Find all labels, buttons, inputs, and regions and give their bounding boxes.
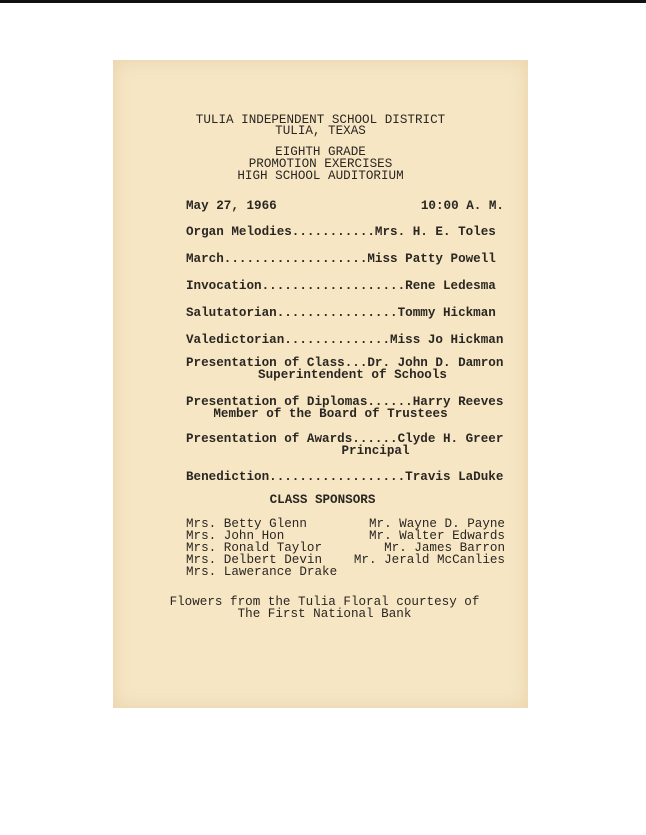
sponsor-left-5: Mrs. Lawerance Drake	[186, 565, 338, 579]
program-item-salutatorian: Salutatorian................Tommy Hickman	[186, 306, 496, 320]
presentation-class-line: Presentation of Class...Dr. John D. Damron	[186, 356, 504, 370]
program-item-march: March...................Miss Patty Powell	[186, 252, 496, 266]
event-date: May 27, 1966	[186, 199, 277, 213]
presentation-class-title: Superintendent of Schools	[258, 368, 447, 382]
program-item-invocation: Invocation...................Rene Ledesma	[186, 279, 496, 293]
flowers-credit: Flowers from the Tulia Floral courtesy of	[169, 595, 480, 609]
sponsor-left-4: Mrs. Delbert Devin	[186, 553, 323, 567]
sponsor-right-1: Mr. Wayne D. Payne	[368, 517, 505, 531]
grade-heading: EIGHTH GRADE	[275, 145, 366, 159]
sponsor-right-3: Mr. James Barron	[384, 541, 505, 555]
scan-edge-line	[0, 0, 646, 3]
event-time: 10:00 A. M.	[420, 199, 504, 213]
event-heading: PROMOTION EXERCISES	[248, 157, 393, 171]
presentation-awards-title: Principal	[341, 444, 410, 458]
presentation-diplomas-title: Member of the Board of Trustees	[213, 407, 448, 421]
city-name: TULIA, TEXAS	[275, 124, 366, 138]
program-item-organ: Organ Melodies...........Mrs. H. E. Toles	[186, 225, 496, 239]
district-name: TULIA INDEPENDENT SCHOOL DISTRICT	[195, 113, 446, 127]
sponsor-right-4: Mr. Jerald McCanlies	[353, 553, 505, 567]
sponsor-left-1: Mrs. Betty Glenn	[186, 517, 307, 531]
program-item-valedictorian: Valedictorian..............Miss Jo Hickman	[186, 333, 504, 347]
program-item-benediction: Benediction..................Travis LaDuke	[186, 470, 504, 484]
venue-heading: HIGH SCHOOL AUDITORIUM	[237, 169, 404, 183]
presentation-diplomas-line: Presentation of Diplomas......Harry Reeves	[186, 395, 504, 409]
bank-credit: The First National Bank	[237, 607, 412, 621]
sponsor-left-3: Mrs. Ronald Taylor	[186, 541, 323, 555]
sponsor-right-2: Mr. Walter Edwards	[368, 529, 505, 543]
program-sheet	[113, 60, 528, 708]
presentation-awards-line: Presentation of Awards......Clyde H. Greer	[186, 432, 504, 446]
sponsor-left-2: Mrs. John Hon	[186, 529, 285, 543]
program-text	[113, 60, 528, 708]
sponsors-heading: CLASS SPONSORS	[269, 493, 376, 507]
